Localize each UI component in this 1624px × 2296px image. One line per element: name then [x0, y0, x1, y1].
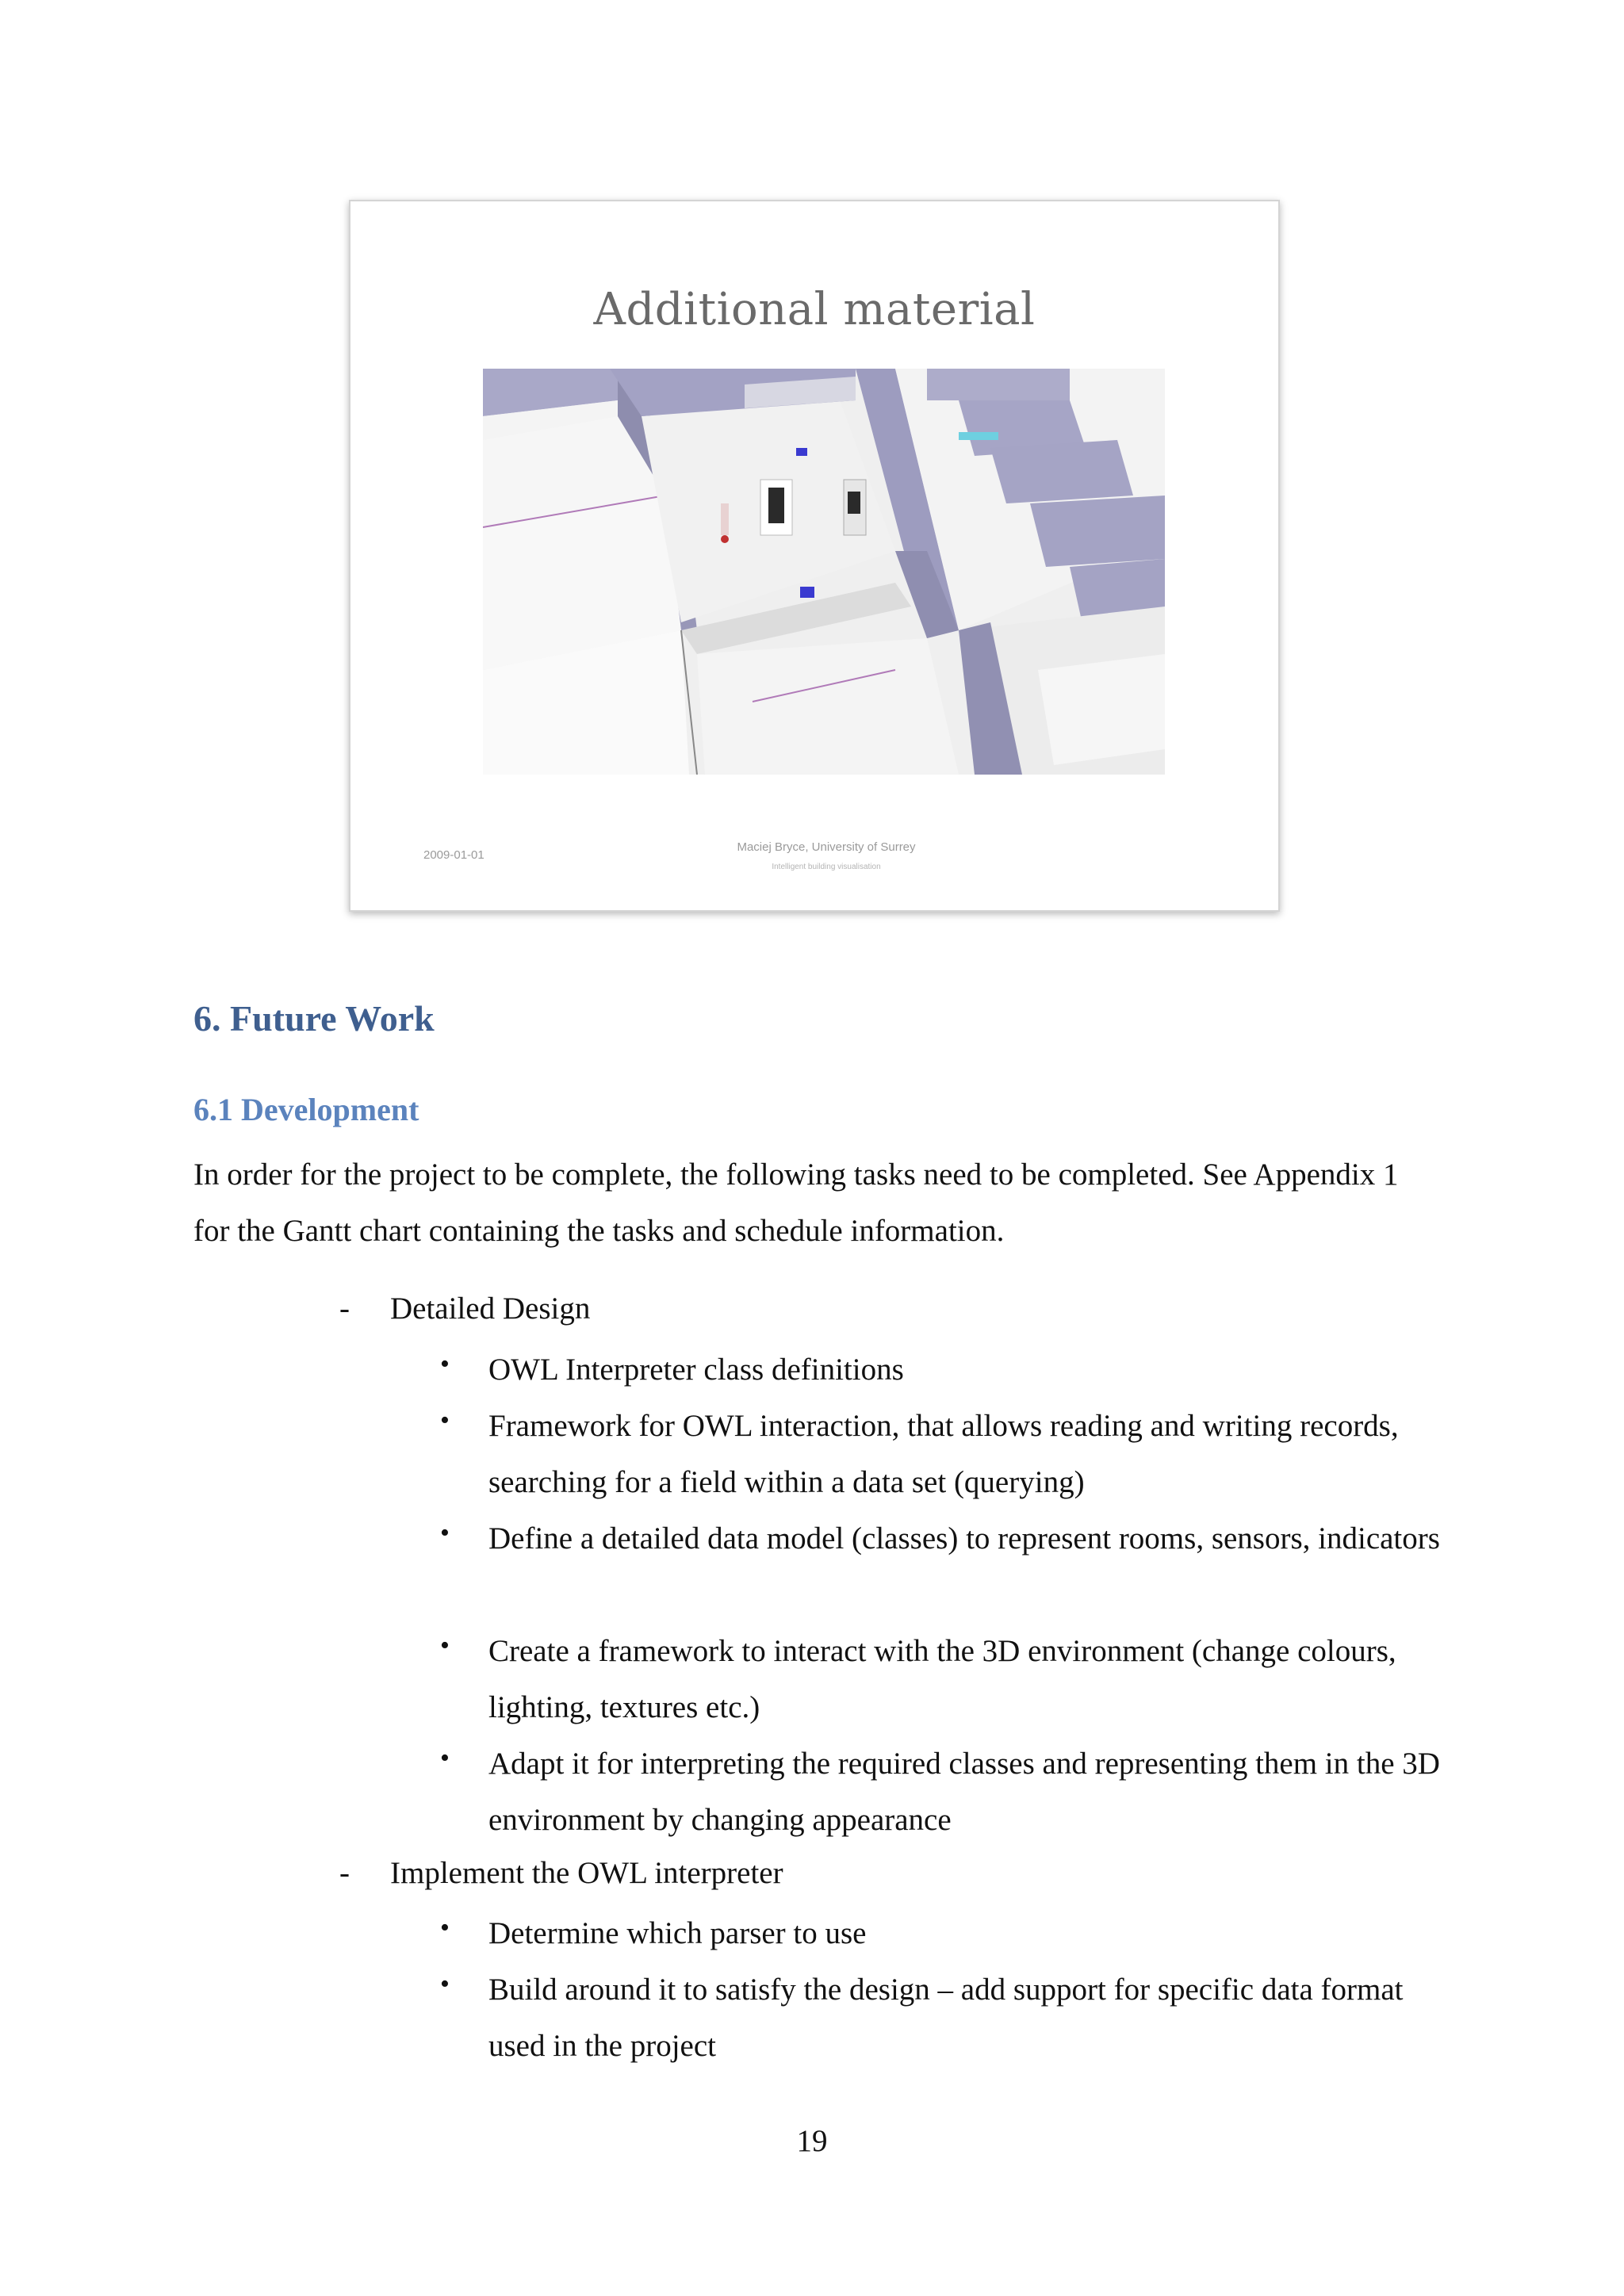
intro-paragraph: In order for the project to be complete, the following tasks need to be completed. See Appendix 1 for the Gantt chart containing the tasks and schedule information.: [193, 1158, 1399, 1248]
list-dash: -: [339, 1292, 350, 1326]
list-dash: -: [339, 1856, 350, 1890]
slide-footer-subtitle: Intelligent building visualisation: [772, 863, 881, 871]
page-number: 19: [796, 2124, 828, 2158]
list-item: Determine which parser to use: [488, 1916, 867, 1950]
bullet-icon: •: [440, 1518, 450, 1548]
bullet-icon: •: [440, 1913, 450, 1942]
bullet-icon: •: [440, 1743, 450, 1773]
slide-figure: [349, 200, 1280, 912]
slide-title: Additional material: [593, 284, 1036, 335]
list-item: Create a framework to interact with the 3D environment (change colours, lighting, textures etc.): [488, 1634, 1396, 1724]
task-group-label: Detailed Design: [390, 1292, 591, 1326]
list-item: Build around it to satisfy the design – add support for specific data format used in the project: [488, 1973, 1404, 2063]
list-item: Framework for OWL interaction, that allows reading and writing records, searching for a field within a data set (querying): [488, 1409, 1399, 1499]
bullet-icon: •: [440, 1349, 450, 1379]
slide-footer: Maciej Bryce, University of Surrey: [737, 840, 916, 854]
subsection-heading: 6.1 Development: [193, 1092, 419, 1127]
slide-date: 2009-01-01: [423, 848, 485, 862]
list-item: OWL Interpreter class definitions: [488, 1353, 904, 1387]
section-heading: 6. Future Work: [193, 998, 435, 1039]
floorplan-3d-render: [483, 369, 1165, 775]
task-group-label: Implement the OWL interpreter: [390, 1856, 783, 1890]
list-item: Adapt it for interpreting the required classes and representing them in the 3D environment by changing appearance: [488, 1747, 1440, 1837]
bullet-icon: •: [440, 1631, 450, 1660]
list-item: Define a detailed data model (classes) to represent rooms, sensors, indicators: [488, 1521, 1440, 1556]
bullet-icon: •: [440, 1406, 450, 1435]
bullet-icon: •: [440, 1969, 450, 1999]
